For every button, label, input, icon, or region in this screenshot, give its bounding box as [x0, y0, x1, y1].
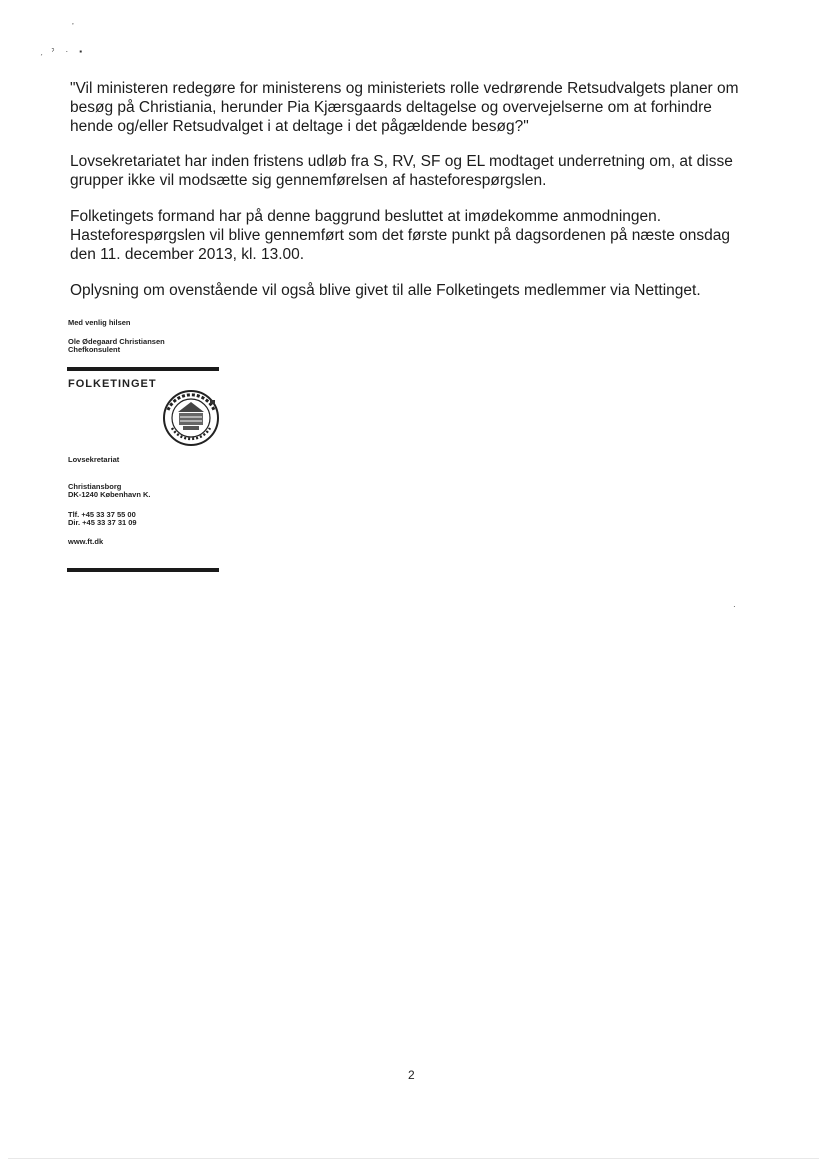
letterhead-website: www.ft.dk — [68, 537, 104, 546]
question-line: hende og/eller Retsudvalget i at deltage i det pågældende besøg?" — [70, 118, 529, 135]
notice-line: Lovsekretariatet har inden fristens udløb fra S, RV, SF og EL modtaget underretning om, at disse — [70, 153, 733, 170]
letterhead-rule-top — [67, 367, 219, 371]
page-number: 2 — [408, 1068, 415, 1082]
question-line: besøg på Christiania, herunder Pia Kjærsgaards deltagelse og overvejelserne om at forhindre — [70, 99, 712, 116]
letterhead-department: Lovsekretariat — [68, 455, 120, 464]
info-paragraph — [70, 281, 770, 300]
question-paragraph — [70, 79, 770, 136]
question-line: "Vil ministeren redegøre for ministerens og ministeriets rolle vedrørende Retsudvalgets planer om — [70, 80, 739, 97]
scan-speck: ’ — [72, 22, 74, 31]
signature-name: Ole Ødegaard Christiansen — [68, 337, 165, 346]
notice-paragraph — [70, 152, 770, 190]
scan-speck: · — [733, 602, 736, 611]
letterhead-address-line1: Christiansborg — [68, 482, 122, 491]
notice-line: grupper ikke vil modsætte sig gennemførelsen af hasteforespørgslen. — [70, 172, 547, 189]
page-edge-line — [8, 1158, 819, 1159]
letterhead-address-line2: DK-1240 København K. — [68, 490, 151, 499]
folketinget-seal-icon — [158, 388, 224, 448]
decision-line: den 11. december 2013, kl. 13.00. — [70, 246, 305, 263]
decision-paragraph — [70, 207, 770, 264]
letterhead-phone: Tlf. +45 33 37 55 00 — [68, 510, 136, 519]
letterhead-direct-phone: Dir. +45 33 37 31 09 — [68, 518, 137, 527]
letterhead-org: FOLKETINGET — [68, 378, 157, 390]
signature-title: Chefkonsulent — [68, 345, 121, 354]
scan-speck: ˏ ˀ · ▪ — [40, 47, 83, 56]
info-line: Oplysning om ovenstående vil også blive givet til alle Folketingets medlemmer via Nettinget. — [70, 282, 701, 299]
letterhead-rule-bottom — [67, 568, 219, 572]
decision-line: Hasteforespørgslen vil blive gennemført som det første punkt på dagsordenen på næste onsdag — [70, 227, 730, 244]
decision-line: Folketingets formand har på denne baggrund besluttet at imødekomme anmodningen. — [70, 208, 662, 225]
signature-greeting: Med venlig hilsen — [68, 318, 131, 327]
